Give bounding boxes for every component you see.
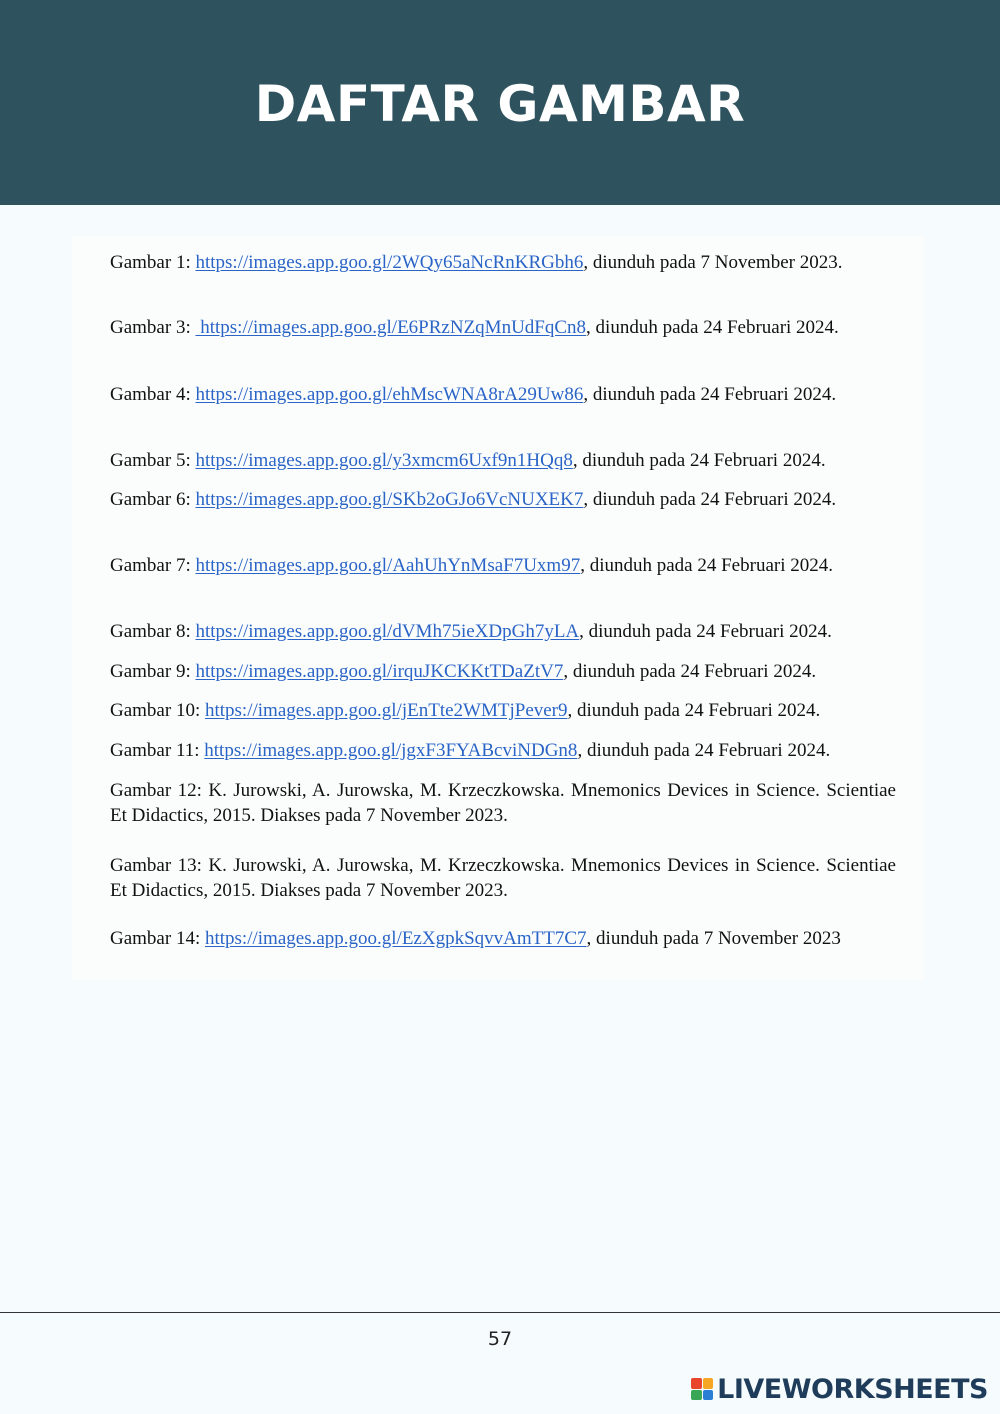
list-item (110, 698, 896, 723)
figure-link[interactable]: https://images.app.goo.gl/E6PRzNZqMnUdFqCn8 (195, 317, 587, 338)
figure-link[interactable]: https://images.app.goo.gl/2WQy65aNcRnKRGbh6 (195, 252, 584, 273)
figure-label: Gambar 10: (110, 700, 201, 721)
brand-logo[interactable] (691, 1374, 988, 1404)
figure-note: , diunduh pada 24 Februari 2024. (563, 661, 817, 682)
figure-note: , diunduh pada 24 Februari 2024. (583, 489, 837, 510)
list-item (110, 250, 896, 275)
figure-link[interactable]: https://images.app.goo.gl/jEnTte2WMTjPever9 (204, 700, 568, 721)
figure-label: Gambar 14: (110, 928, 201, 949)
list-item (110, 315, 896, 340)
figure-label: Gambar 9: (110, 661, 191, 682)
figure-note: , diunduh pada 24 Februari 2024. (567, 700, 821, 721)
list-item (110, 487, 896, 512)
footer-divider (0, 1312, 1000, 1313)
list-item (110, 926, 896, 951)
figure-label: Gambar 4: (110, 384, 191, 405)
figure-label: Gambar 5: (110, 450, 191, 471)
page-header (0, 0, 1000, 205)
figure-link[interactable]: https://images.app.goo.gl/y3xmcm6Uxf9n1HQq8 (195, 450, 573, 471)
figure-note: , diunduh pada 24 Februari 2024. (580, 555, 833, 576)
list-item (110, 738, 896, 763)
figure-label: Gambar 11: (110, 740, 200, 761)
figure-citation: K. Jurowski, A. Jurowska, M. Krzeczkowska. Mnemonics Devices in Science. Scientiae Et Didactics, 2015. Diakses pada 7 November 2023. (110, 855, 896, 901)
figure-list (72, 236, 924, 980)
figure-label: Gambar 7: (110, 555, 191, 576)
figure-link[interactable]: https://images.app.goo.gl/AahUhYnMsaF7Uxm97 (195, 555, 581, 576)
figure-link[interactable]: https://images.app.goo.gl/irquJKCKKtTDaZtV7 (195, 661, 564, 682)
logo-square-orange (703, 1378, 714, 1389)
list-item (110, 553, 896, 578)
page-number: 57 (487, 1328, 513, 1350)
figure-link[interactable]: https://images.app.goo.gl/dVMh75ieXDpGh7yLA (195, 621, 580, 642)
figure-label: Gambar 8: (110, 621, 191, 642)
logo-square-red (691, 1378, 702, 1389)
list-item (110, 853, 896, 903)
list-item (110, 778, 896, 828)
page-title: DAFTAR GAMBAR (254, 74, 746, 133)
figure-note: , diunduh pada 7 November 2023 (586, 928, 841, 949)
figure-label: Gambar 12: (110, 780, 202, 801)
figure-label: Gambar 1: (110, 252, 191, 273)
figure-note: , diunduh pada 24 Februari 2024. (586, 317, 839, 338)
liveworksheets-logo-icon (691, 1378, 713, 1400)
figure-note: , diunduh pada 7 November 2023. (583, 252, 843, 273)
list-item (110, 659, 896, 684)
figure-note: , diunduh pada 24 Februari 2024. (579, 621, 832, 642)
list-item (110, 619, 896, 644)
figure-note: , diunduh pada 24 Februari 2024. (572, 450, 826, 471)
figure-citation: K. Jurowski, A. Jurowska, M. Krzeczkowska. Mnemonics Devices in Science. Scientiae Et Didactics, 2015. Diakses pada 7 November 2023. (110, 780, 896, 826)
logo-square-green (691, 1390, 702, 1401)
figure-label: Gambar 13: (110, 855, 202, 876)
figure-link[interactable]: https://images.app.goo.gl/EzXgpkSqvvAmTT7C7 (204, 928, 587, 949)
figure-link[interactable]: https://images.app.goo.gl/ehMscWNA8rA29Uw86 (195, 384, 584, 405)
figure-link[interactable]: https://images.app.goo.gl/jgxF3FYABcviNDGn8 (204, 740, 578, 761)
figure-note: , diunduh pada 24 Februari 2024. (583, 384, 837, 405)
figure-note: , diunduh pada 24 Februari 2024. (577, 740, 831, 761)
figure-label: Gambar 3: (110, 317, 191, 338)
brand-name: LIVEWORKSHEETS (717, 1373, 988, 1405)
figure-label: Gambar 6: (110, 489, 191, 510)
list-item (110, 448, 896, 473)
figure-link[interactable]: https://images.app.goo.gl/SKb2oGJo6VcNUXEK7 (195, 489, 584, 510)
logo-square-blue (703, 1390, 714, 1401)
list-item (110, 382, 896, 407)
